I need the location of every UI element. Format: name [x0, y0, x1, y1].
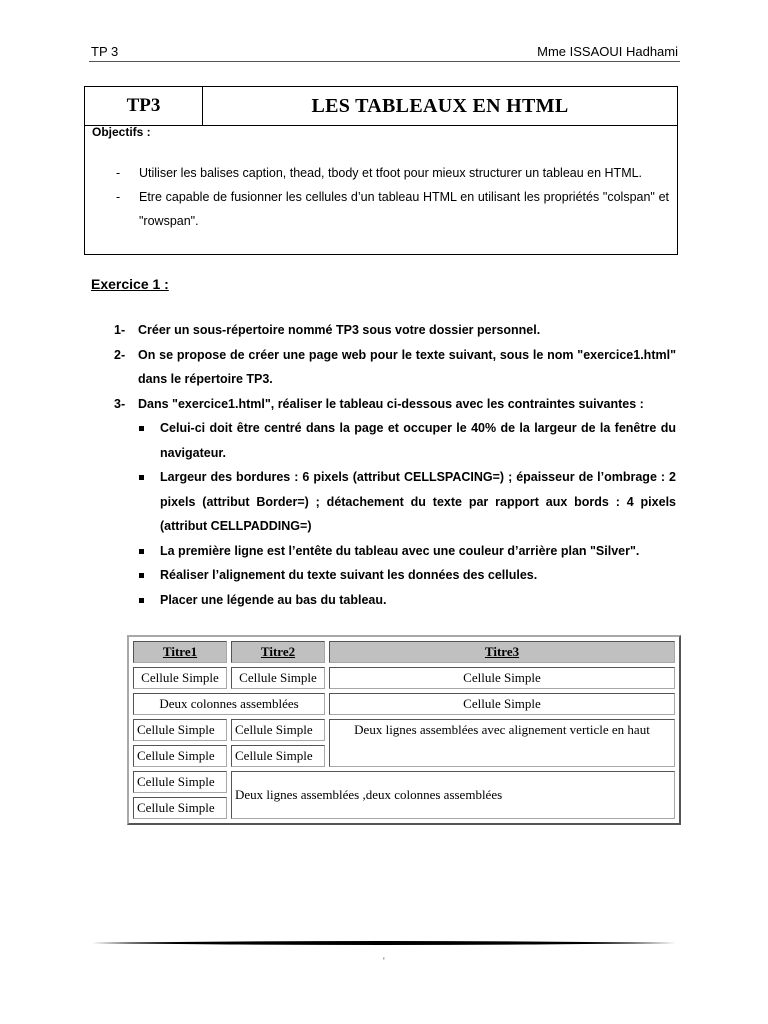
table-row [133, 641, 675, 663]
exercise-steps [114, 318, 676, 612]
constraint-item [136, 416, 676, 465]
example-table [127, 635, 681, 825]
table-row [133, 719, 675, 741]
step-text: Créer un sous-répertoire nommé TP3 sous votre dossier personnel. [138, 323, 541, 337]
table-cell-colspan: Deux colonnes assemblées [133, 693, 325, 715]
table-cell: Cellule Simple [231, 745, 325, 767]
tp-code: TP3 [85, 87, 203, 125]
step-text: Dans "exercice1.html", réaliser le tableau ci-dessous avec les contraintes suivantes : [138, 396, 644, 411]
table-cell: Cellule Simple [329, 693, 675, 715]
step-number: 2- [114, 347, 126, 362]
title-box [84, 86, 678, 255]
table-row [133, 667, 675, 689]
header-cell: Titre2 [231, 641, 325, 663]
square-bullet-icon [139, 549, 144, 554]
constraint-text: Placer une légende au bas du tableau. [160, 592, 387, 607]
table-row [133, 693, 675, 715]
square-bullet-icon [139, 475, 144, 480]
objectives-label: Objectifs : [92, 125, 151, 139]
title-row [85, 87, 677, 126]
table-cell: Cellule Simple [133, 667, 227, 689]
table-cell: Cellule Simple [329, 667, 675, 689]
header-divider [89, 61, 680, 62]
constraint-text: Celui-ci doit être centré dans la page et occuper le 40% de la largeur de la fenêtre du navigateur. [160, 421, 676, 460]
objective-item [113, 185, 669, 233]
header-cell: Titre3 [329, 641, 675, 663]
header-right: Mme ISSAOUI Hadhami [537, 44, 678, 59]
step-item [114, 318, 676, 343]
footer-divider [92, 940, 676, 946]
constraint-text: La première ligne est l’entête du tableau avec une couleur d’arrière plan "Silver". [160, 543, 640, 558]
step-item [114, 343, 676, 392]
constraint-text: Largeur des bordures : 6 pixels (attribut CELLSPACING=) ; épaisseur de l’ombrage : 2 pixels (attribut Border=) ; détachement du texte par rapport aux bords : 4 pixels (attribut CELLPADDING=) [160, 470, 676, 533]
header-cell: Titre1 [133, 641, 227, 663]
footer-mark: ' [383, 956, 385, 966]
step-number: 3- [114, 396, 126, 411]
square-bullet-icon [139, 598, 144, 603]
dash-marker: - [116, 166, 121, 180]
constraint-item [136, 588, 676, 613]
exercise-title: Exercice 1 : [91, 276, 169, 292]
header-left: TP 3 [91, 44, 119, 59]
table-cell: Cellule Simple [133, 745, 227, 767]
step-text: On se propose de créer une page web pour le texte suivant, sous le nom "exercice1.html" dans le répertoire TP3. [138, 347, 676, 386]
tp-title: LES TABLEAUX EN HTML [311, 94, 569, 117]
table-cell-rowspan: Deux lignes assemblées avec alignement verticle en haut [329, 719, 675, 767]
table-cell: Cellule Simple [133, 771, 227, 793]
table-cell: Cellule Simple [133, 797, 227, 819]
square-bullet-icon [139, 426, 144, 431]
table-row [133, 771, 675, 793]
constraints-list [136, 416, 676, 612]
constraint-item [136, 465, 676, 539]
example-table-figure [127, 635, 681, 825]
table-cell: Cellule Simple [231, 667, 325, 689]
constraint-text: Réaliser l’alignement du texte suivant les données des cellules. [160, 568, 538, 582]
step-item [114, 392, 676, 417]
constraint-item [136, 563, 676, 588]
objective-item [113, 161, 669, 185]
objective-text: Utiliser les balises caption, thead, tbody et tfoot pour mieux structurer un tableau en HTML. [139, 166, 643, 180]
step-number: 1- [114, 323, 126, 337]
objectives-list [113, 161, 669, 233]
constraint-item [136, 539, 676, 564]
table-cell: Cellule Simple [231, 719, 325, 741]
objective-text: Etre capable de fusionner les cellules d’un tableau HTML en utilisant les propriétés "colspan" et "rowspan". [139, 190, 669, 228]
table-cell-merged: Deux lignes assemblées ,deux colonnes assemblées [231, 771, 675, 819]
dash-marker: - [116, 190, 121, 204]
table-cell: Cellule Simple [133, 719, 227, 741]
square-bullet-icon [139, 573, 144, 578]
